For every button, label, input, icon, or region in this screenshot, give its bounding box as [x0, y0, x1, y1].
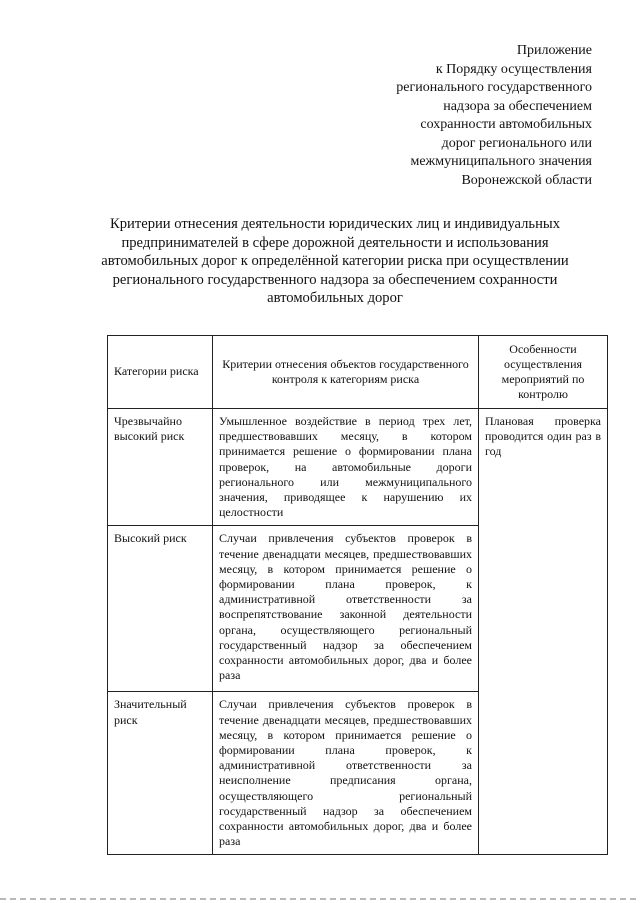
- appendix-line: дорог регионального или: [441, 135, 592, 151]
- appendix-line: регионального государственного: [396, 80, 592, 95]
- title-line: автомобильных дорог: [267, 290, 403, 306]
- table-header-row: [108, 336, 608, 409]
- appendix-block: [396, 42, 592, 190]
- appendix-line: межмуниципального значения: [410, 154, 592, 169]
- header-risk-category: Категории риска: [108, 336, 213, 409]
- appendix-line: надзора за обеспечением: [443, 98, 592, 114]
- header-features: Особенности осуществления мероприятий по контролю: [479, 336, 608, 409]
- scan-edge-line: [0, 898, 640, 900]
- risk-criteria-table: [107, 335, 608, 855]
- title-line: Критерии отнесения деятельности юридических лиц и индивидуальных: [110, 216, 560, 232]
- appendix-line: Воронежской области: [461, 172, 592, 188]
- criteria-cell: Случаи привлечения субъектов проверок в течение двенадцати месяцев, предшествовавших месяцу, в котором принимается решение о формировании плана проверок, к административной ответственности за неисполнение предписания органа, осуществляющего региональный государственный надзор за обеспечением сохранности автомобильных дорог, два и более раза: [213, 692, 479, 855]
- criteria-cell: Случаи привлечения субъектов проверок в течение двенадцати месяцев, предшествовавших месяцу, в котором принимается решение о формировании плана проверок, к административной ответственности за воспрепятствование законной деятельности органа, осуществляющего региональный государственный надзор за обеспечением сохранности автомобильных дорог, два и более раза: [213, 526, 479, 692]
- appendix-line: к Порядку осуществления: [435, 61, 592, 77]
- appendix-line: сохранности автомобильных: [420, 117, 592, 132]
- appendix-line: Приложение: [516, 43, 592, 58]
- criteria-cell: Умышленное воздействие в период трех лет, предшествовавших месяцу, в котором принимается решение о формировании плана проверок, на автомобильные дороги регионального или межмуниципального значения, приводящее к нарушению их целостности: [213, 409, 479, 526]
- title-line: регионального государственного надзора за обеспечением сохранности: [112, 271, 558, 288]
- risk-category-cell: Чрезвычайно высокий риск: [108, 409, 213, 526]
- features-cell: Плановая проверка проводится один раз в год: [479, 409, 608, 855]
- header-criteria: Критерии отнесения объектов государственного контроля к категориям риска: [213, 336, 479, 409]
- risk-category-cell: Высокий риск: [108, 526, 213, 692]
- title-line: предпринимателей в сфере дорожной деятельности и использования: [121, 234, 549, 251]
- document-title: [60, 215, 610, 308]
- title-line: автомобильных дорог к определённой категории риска при осуществлении: [101, 253, 569, 269]
- table-row: [108, 409, 608, 526]
- risk-category-cell: Значительный риск: [108, 692, 213, 855]
